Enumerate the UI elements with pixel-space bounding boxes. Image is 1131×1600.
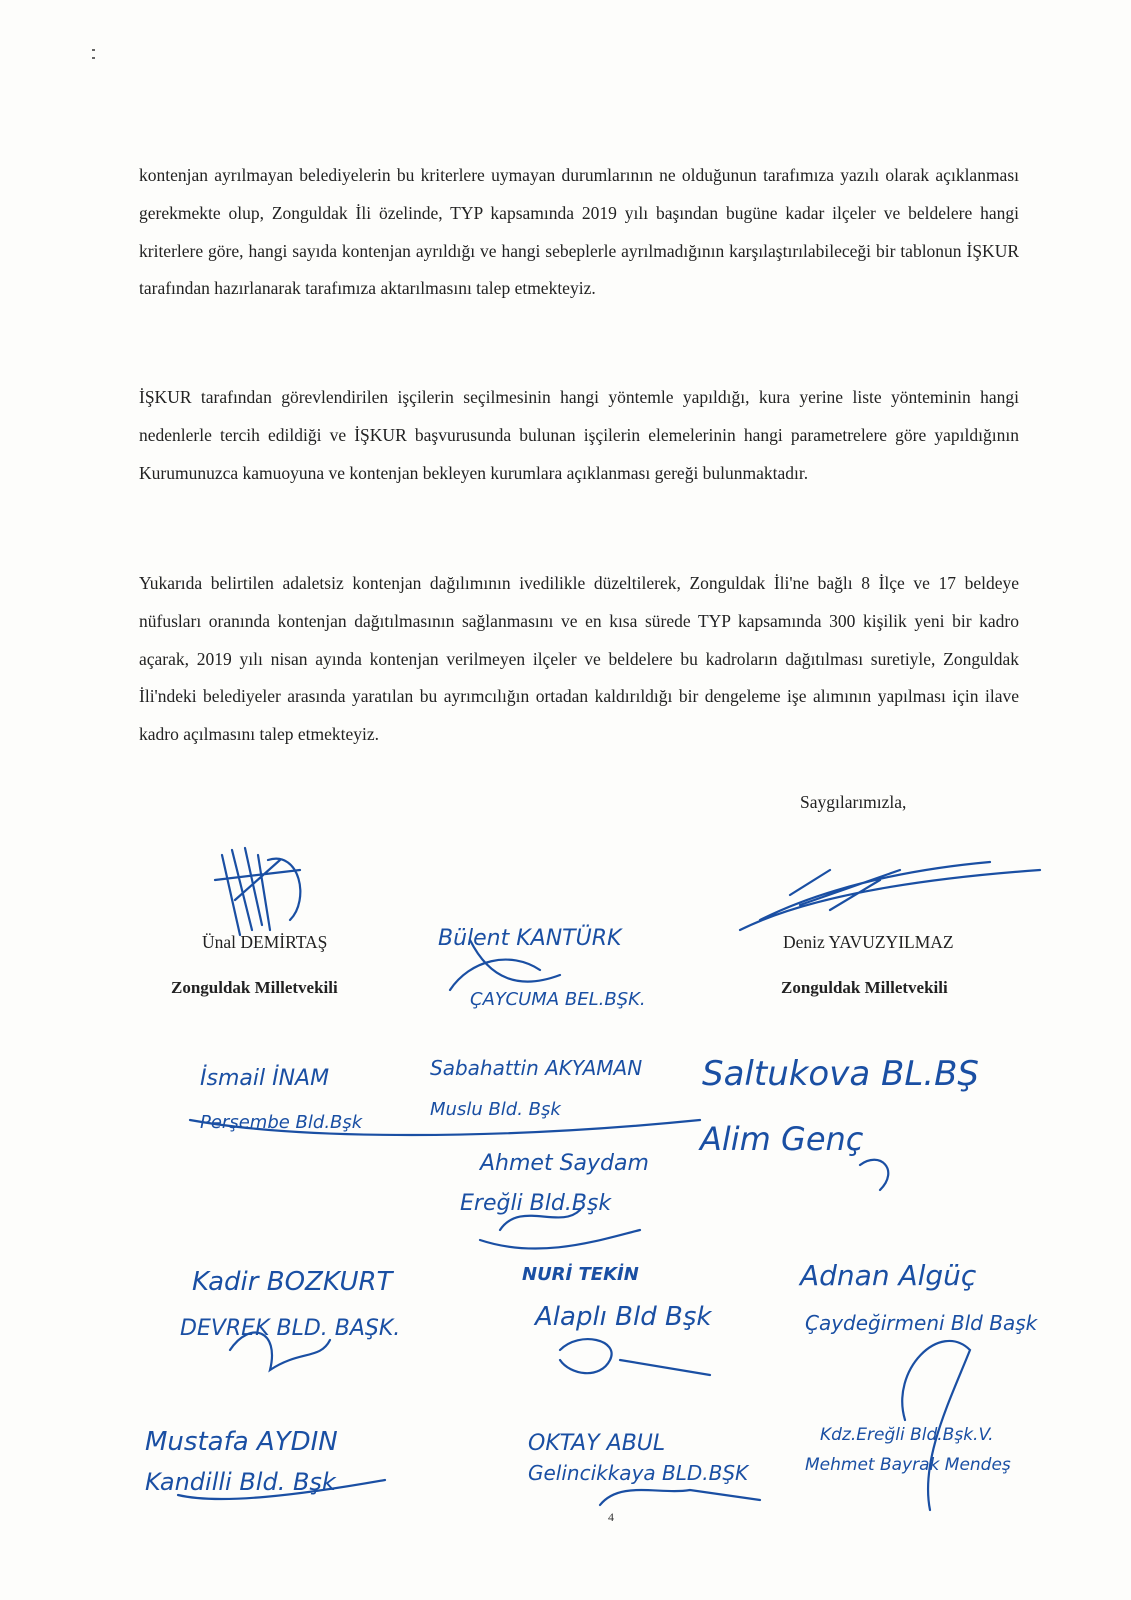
punch-marks: [92, 44, 98, 74]
signatory-2-name: Deniz YAVUZYILMAZ: [783, 932, 954, 952]
handwritten-line: Kdz.Ereğli Bld.Bşk.V.: [820, 1425, 994, 1445]
handwritten-line: Kadir BOZKURT: [192, 1267, 393, 1297]
signature-scribble: [178, 1480, 385, 1499]
handwritten-line: DEVREK BLD. BAŞK.: [180, 1316, 401, 1341]
handwritten-line: Kandilli Bld. Bşk: [145, 1468, 336, 1496]
signature-scribble: [480, 1210, 640, 1249]
handwritten-line: Ahmet Saydam: [480, 1151, 649, 1176]
signatory-2-title: Zonguldak Milletvekili: [781, 978, 948, 997]
paragraph-text: Yukarıda belirtilen adaletsiz kontenjan dağılımının ivedilikle düzeltilerek, Zonguldak İli'ne bağlı 8 İlçe ve 17 beldeye nüfusları oranında kontenjan dağıtılmasının sağlanmasını ve en kısa sürede TYP kapsamında 300 kişilik yeni bir kadro açarak, 2019 yılı nisan ayında kontenjan verilmeyen ilçeler ve beldelere bu kadroların dağıtılması suretiyle, Zonguldak İli'ndeki belediyeler arasında yaratılan bu ayrımcılığın ortadan kaldırıldığı bir dengeleme işe alımının yapılması için ilave kadro açılmasını talep etmekteyiz.: [139, 573, 1019, 745]
signature-scribble: [860, 1160, 888, 1190]
signature-scribble: [230, 1333, 330, 1370]
handwritten-line: İsmail İNAM: [200, 1066, 330, 1091]
handwritten-line: Adnan Algüç: [800, 1259, 977, 1292]
signature-scribble: [560, 1339, 710, 1375]
signature-scribble: [215, 848, 300, 935]
paragraph-1: [139, 157, 1019, 308]
handwritten-line: Gelincikkaya BLD.BŞK: [528, 1461, 749, 1485]
handwritten-line: Ereğli Bld.Bşk: [460, 1191, 612, 1216]
paragraph-2: [139, 379, 1019, 492]
signatory-1-name: Ünal DEMİRTAŞ: [202, 932, 328, 952]
paragraph-3: [139, 565, 1019, 754]
paragraph-text: kontenjan ayrılmayan belediyelerin bu kriterlere uymayan durumlarının ne olduğunun tarafımıza yazılı olarak açıklanması gerekmekte olup, Zonguldak İli özelinde, TYP kapsamında 2019 yılı başından bugüne kadar ilçeler ve beldelere hangi kriterlere göre, hangi sayıda kontenjan ayrıldığı ve hangi sebeplerle ayrılmadığının karşılaştırılabileceği bir tablonun İŞKUR tarafından hazırlanarak tarafımıza aktarılmasını talep etmekteyiz.: [139, 165, 1019, 299]
signature-scribble: [902, 1341, 970, 1510]
handwritten-line: Sabahattin AKYAMAN: [430, 1056, 643, 1080]
handwritten-line: Bülent KANTÜRK: [438, 926, 622, 951]
closing-salutation: Saygılarımızla,: [800, 792, 907, 812]
handwritten-line: ÇAYCUMA BEL.BŞK.: [470, 989, 646, 1010]
signature-scribble: [190, 1120, 700, 1135]
signature-scribble: [740, 862, 1040, 930]
signature-scribble: [600, 1490, 760, 1505]
handwritten-line: Alim Genç: [700, 1120, 864, 1158]
handwritten-line: Saltukova BL.BŞ: [702, 1054, 979, 1094]
handwritten-line: OKTAY ABUL: [528, 1431, 666, 1456]
handwritten-line: Mustafa AYDIN: [145, 1427, 338, 1457]
handwritten-line: Mehmet Bayrak Mendeş: [805, 1455, 1011, 1475]
page-number: 4: [608, 1510, 614, 1524]
handwritten-line: Muslu Bld. Bşk: [430, 1099, 561, 1120]
paragraph-text: İŞKUR tarafından görevlendirilen işçilerin seçilmesinin hangi yöntemle yapıldığı, kura yerine liste yönteminin hangi nedenlerle tercih edildiği ve İŞKUR başvurusunda bulunan işçilerin elemelerinin hangi parametrelere göre yapıldığının Kurumunuzca kamuoyuna ve kontenjan bekleyen kurumlara açıklanması gereği bulunmaktadır.: [139, 387, 1019, 483]
signatory-1-title: Zonguldak Milletvekili: [171, 978, 338, 997]
signature-scribble: [450, 940, 560, 990]
handwritten-line: Perşembe Bld.Bşk: [200, 1112, 363, 1133]
handwritten-line: Çaydeğirmeni Bld Başk: [805, 1311, 1038, 1335]
handwritten-line: Alaplı Bld Bşk: [535, 1302, 712, 1332]
handwritten-line: NURİ TEKİN: [522, 1264, 639, 1285]
